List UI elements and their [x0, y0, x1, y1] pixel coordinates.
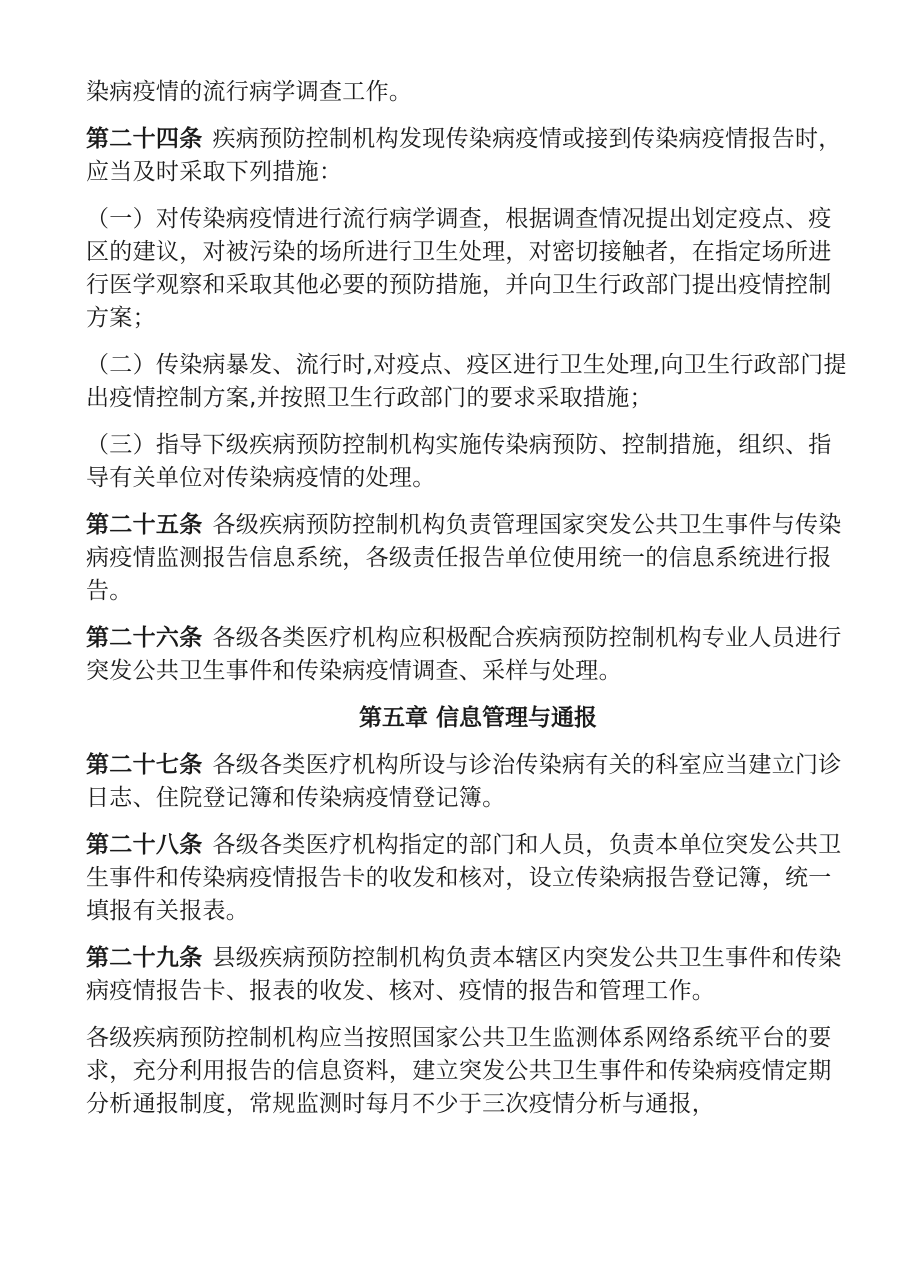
article-24: [86, 123, 850, 189]
article-24-title: 第二十四条: [86, 126, 203, 152]
paragraph-last: 各级疾病预防控制机构应当按照国家公共卫生监测体系网络系统平台的要求，充分利用报告的信息资料，建立突发公共卫生事件和传染病疫情定期分析通报制度，常规监测时每月不少于三次疫情分析与通报，: [86, 1025, 832, 1117]
article-25-title: 第二十五条: [86, 512, 203, 538]
article-27-text: 各级各类医疗机构所设与诊治传染病有关的科室应当建立门诊日志、住院登记簿和传染病疫情登记簿。: [86, 752, 842, 811]
paragraph-continuation: 染病疫情的流行病学调查工作。: [86, 79, 413, 105]
article-28-text: 各级各类医疗机构指定的部门和人员，负责本单位突发公共卫生事件和传染病疫情报告卡的收发和核对，设立传染病报告登记簿，统一填报有关报表。: [86, 832, 842, 924]
article-28-title: 第二十八条: [86, 832, 203, 858]
article-24-item-1: （一）对传染病疫情进行流行病学调查，根据调查情况提出划定疫点、疫区的建议，对被污染的场所进行卫生处理，对密切接触者，在指定场所进行医学观察和采取其他必要的预防措施，并向卫生行政部门提出疫情控制方案；: [86, 206, 832, 331]
chapter-heading: 第五章 信息管理与通报: [358, 705, 597, 731]
article-29: [86, 942, 850, 1008]
article-26: [86, 622, 850, 688]
article-26-title: 第二十六条: [86, 625, 203, 651]
article-24-item-2: （二）传染病暴发、流行时,对疫点、疫区进行卫生处理,向卫生行政部门提出疫情控制方案,并按照卫生行政部门的要求采取措施；: [86, 352, 847, 411]
article-29-title: 第二十九条: [86, 945, 203, 971]
article-25-text: 各级疾病预防控制机构负责管理国家突发公共卫生事件与传染病疫情监测报告信息系统，各级责任报告单位使用统一的信息系统进行报告。: [86, 512, 842, 604]
article-26-text: 各级各类医疗机构应积极配合疾病预防控制机构专业人员进行突发公共卫生事件和传染病疫情调查、采样与处理。: [86, 625, 842, 684]
article-27-title: 第二十七条: [86, 752, 203, 778]
article-27: [86, 749, 850, 815]
article-28: [86, 829, 850, 928]
article-24-text: 疾病预防控制机构发现传染病疫情或接到传染病疫情报告时，应当及时采取下列措施：: [86, 126, 842, 185]
article-24-item-3: （三）指导下级疾病预防控制机构实施传染病预防、控制措施，组织、指导有关单位对传染病疫情的处理。: [86, 432, 832, 491]
article-25: [86, 509, 850, 608]
article-29-text: 县级疾病预防控制机构负责本辖区内突发公共卫生事件和传染病疫情报告卡、报表的收发、核对、疫情的报告和管理工作。: [86, 945, 842, 1004]
